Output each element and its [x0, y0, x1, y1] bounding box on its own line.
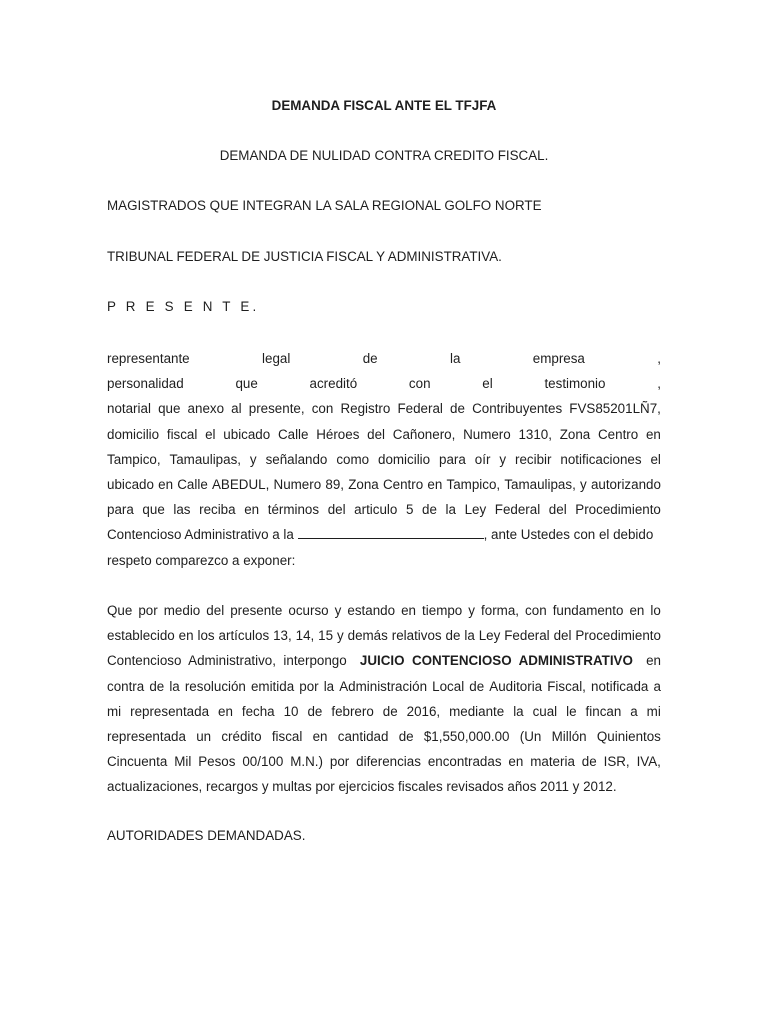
word: Administración [339, 678, 428, 694]
word: Procedimiento [575, 628, 661, 644]
word: términos [267, 502, 320, 518]
word: febrero [331, 703, 374, 719]
paragraph-comparecencia [107, 346, 661, 573]
word: el [482, 376, 493, 392]
paragraph-line [107, 396, 661, 421]
word: empresa [532, 351, 585, 366]
word: ubicado [107, 477, 154, 493]
word: 14, [295, 628, 315, 644]
word: establecido [107, 628, 175, 644]
word: y [249, 451, 257, 467]
word: Numero [463, 426, 511, 442]
word: representante [107, 351, 190, 366]
word: FVS85201LÑ7, [569, 401, 661, 417]
word: 5 [405, 502, 414, 518]
paragraph-line [107, 472, 661, 497]
word: articulo [354, 502, 398, 518]
word: autorizando [590, 477, 661, 493]
word: Cañonero, [392, 426, 456, 442]
paragraph-line [107, 749, 661, 774]
word: Tamaulipas, [169, 451, 241, 467]
paragraph-line: Contencioso Administrativo, interpongo JUICIO CONTENCIOSO ADMINISTRATIVO en [107, 648, 661, 673]
word: a [630, 703, 638, 719]
word: 13, [273, 628, 292, 644]
word: y [499, 451, 507, 467]
word: Zona [348, 477, 379, 493]
word: domicilio [107, 426, 160, 442]
word: fiscal [271, 729, 303, 745]
word: en [427, 477, 443, 493]
word: del [553, 628, 572, 644]
word: anexo [187, 401, 225, 417]
word: notarial [107, 401, 151, 417]
word: acreditó [309, 376, 358, 392]
word: las [173, 502, 191, 518]
word: en [645, 426, 661, 442]
paragraph-line [107, 724, 661, 749]
paragraph-line [107, 598, 661, 623]
word: Local [432, 678, 465, 694]
paragraph-line [107, 447, 661, 472]
word: diferencias [356, 754, 421, 770]
paragraph-line: respeto comparezco a exponer: [107, 552, 296, 568]
word: Ley [464, 502, 487, 518]
word: Tampico, [446, 477, 501, 493]
word: y [580, 477, 587, 493]
word: del [327, 502, 346, 518]
word: 2016, [406, 703, 441, 719]
word: Federal [504, 628, 550, 644]
word: domicilio [378, 451, 431, 467]
word: de [362, 351, 378, 366]
word: de [469, 678, 485, 694]
word: la [513, 703, 524, 719]
word: y [334, 603, 342, 618]
word: la [323, 678, 335, 694]
word: Héroes [316, 426, 360, 442]
word: cantidad [337, 729, 389, 745]
word: reciba [199, 502, 236, 518]
word: en [178, 628, 194, 644]
word: Numero [273, 477, 322, 493]
word: la [445, 502, 456, 518]
word: ISR, [603, 754, 630, 770]
word: representada [130, 703, 210, 719]
word: 10 [283, 703, 299, 719]
juicio-contencioso-emphasis: JUICIO CONTENCIOSO ADMINISTRATIVO [359, 653, 633, 669]
word: ocurso [288, 603, 329, 618]
word: de [450, 401, 465, 417]
word: Contribuyentes [472, 401, 563, 417]
word: legal [262, 351, 291, 366]
paragraph-line: actualizaciones, recargos y multas por ejercicios fiscales revisados años 2011 y 2012. [107, 779, 617, 795]
word: tiempo [422, 603, 463, 618]
word: Procedimiento [575, 502, 661, 518]
word: en [508, 754, 524, 770]
word: 1310, [518, 426, 552, 442]
word: Ley [478, 628, 501, 644]
paragraph-juicio [107, 598, 661, 800]
word: que [158, 401, 181, 417]
word: Centro [382, 477, 424, 493]
word: en [218, 703, 233, 719]
word: personalidad [107, 376, 184, 392]
word: del [367, 426, 386, 442]
word: de [422, 502, 437, 518]
word: por [329, 754, 350, 770]
word: presente, [248, 401, 305, 417]
word: por [299, 678, 319, 694]
word: mi [646, 703, 661, 719]
word: oír [474, 451, 491, 467]
word: artículos [218, 628, 270, 644]
word: le [566, 703, 577, 719]
word: 00/100 [242, 754, 284, 770]
word: por [138, 603, 158, 618]
word: fundamento [552, 603, 624, 618]
word: mi [107, 703, 122, 719]
word: relativos [391, 628, 442, 644]
word: Que [107, 603, 133, 618]
word: 15 [318, 628, 334, 644]
word: Tamaulipas, [504, 477, 576, 493]
word: notificada [591, 678, 649, 694]
word: Quinientos [596, 729, 661, 745]
word: Calle [177, 477, 208, 493]
word: representada [107, 729, 186, 745]
word: un [196, 729, 212, 745]
paragraph-line [107, 497, 661, 522]
word: crédito [221, 729, 262, 745]
word: para [107, 502, 134, 518]
word: fincan [585, 703, 622, 719]
word: notificaciones [560, 451, 642, 467]
word: Pesos [198, 754, 236, 770]
word: de [382, 703, 398, 719]
word: medio [163, 603, 201, 618]
word: de [307, 703, 323, 719]
word: lo [650, 603, 661, 618]
word: (Un [519, 729, 542, 745]
paragraph-line [107, 346, 661, 371]
word: a [653, 678, 661, 694]
word: Cincuenta [107, 754, 168, 770]
word: $1,550,000.00 [423, 729, 510, 745]
word: la [449, 351, 461, 366]
word: en [401, 603, 416, 618]
word: del [206, 603, 225, 618]
word: señalando [265, 451, 328, 467]
word: Federal [494, 502, 541, 518]
word: encontradas [427, 754, 502, 770]
word: , [657, 376, 661, 392]
presente-heading: P R E S E N T E. [107, 299, 260, 314]
word: Calle [277, 426, 309, 442]
word: de [445, 628, 461, 644]
paragraph-line [107, 674, 661, 699]
word: Zona [559, 426, 591, 442]
word: ABEDUL, [212, 477, 270, 493]
word: la [169, 678, 180, 694]
word: y [337, 628, 344, 644]
word: Mil [174, 754, 192, 770]
section-heading-autoridades: AUTORIDADES DEMANDADAS. [107, 828, 306, 843]
blank-field-authorized [298, 524, 484, 539]
addressee-magistrates: MAGISTRADOS QUE INTEGRAN LA SALA REGIONAL GOLFO NORTE [107, 198, 542, 213]
word: Federal [397, 401, 443, 417]
word: el [650, 451, 661, 467]
word: ubicado [223, 426, 271, 442]
word: resolución [184, 678, 246, 694]
paragraph-line [107, 699, 661, 724]
word: Registro [340, 401, 391, 417]
paragraph-line [107, 422, 661, 447]
paragraph-line [107, 371, 661, 396]
paragraph-line: Contencioso Administrativo a la , ante Ustedes con el debido [107, 522, 661, 547]
word: la [464, 628, 475, 644]
word: que [142, 502, 165, 518]
word: , [657, 351, 661, 366]
word: del [548, 502, 567, 518]
document-subtitle: DEMANDA DE NULIDAD CONTRA CREDITO FISCAL. [219, 148, 549, 163]
word: fecha [241, 703, 275, 719]
word: de [581, 754, 597, 770]
word: Tampico, [107, 451, 161, 467]
word: Centro [598, 426, 639, 442]
word: IVA, [636, 754, 661, 770]
document-title: DEMANDA FISCAL ANTE EL TFJFA [271, 98, 497, 113]
word: cual [532, 703, 558, 719]
word: recibir [515, 451, 552, 467]
word: con [525, 603, 547, 618]
word: de [398, 729, 414, 745]
word: fiscal [166, 426, 198, 442]
word: materia [530, 754, 575, 770]
word: en [312, 729, 328, 745]
paragraph-line [107, 623, 661, 648]
word: los [197, 628, 215, 644]
word: de [149, 678, 165, 694]
word: demás [347, 628, 388, 644]
word: Fiscal, [547, 678, 586, 694]
word: forma, [481, 603, 519, 618]
word: con [311, 401, 334, 417]
word: presente [230, 603, 283, 618]
addressee-tribunal: TRIBUNAL FEDERAL DE JUSTICIA FISCAL Y ADMINISTRATIVA. [107, 249, 502, 264]
word: para [439, 451, 466, 467]
word: como [336, 451, 370, 467]
word: que [235, 376, 258, 392]
word: Auditoria [489, 678, 543, 694]
word: y [468, 603, 475, 618]
word: contra [107, 678, 145, 694]
word: en [244, 502, 260, 518]
word: M.N.) [290, 754, 323, 770]
word: estando [347, 603, 396, 618]
word: en [629, 603, 645, 618]
word: mediante [449, 703, 505, 719]
word: en [158, 477, 174, 493]
word: al [231, 401, 242, 417]
word: Millón [551, 729, 587, 745]
word: el [205, 426, 216, 442]
word: testimonio [544, 376, 606, 392]
word: emitida [250, 678, 295, 694]
word: 89, [325, 477, 345, 493]
word: con [408, 376, 431, 392]
